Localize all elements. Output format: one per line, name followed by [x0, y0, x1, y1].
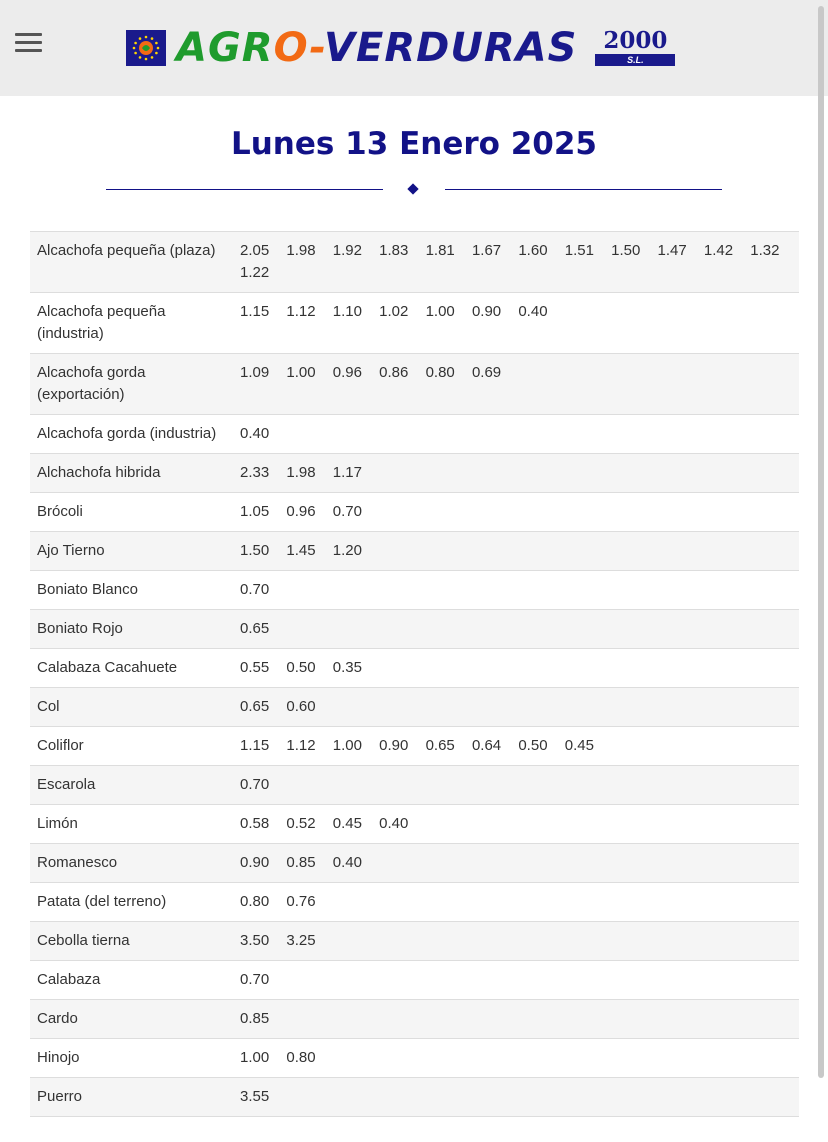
product-prices: [225, 454, 799, 493]
price-value: 0.70: [240, 971, 270, 988]
logo-company-suffix: S.L.: [595, 54, 675, 66]
price-table: [30, 231, 799, 1117]
product-name: Hinojo: [30, 1039, 225, 1078]
product-name: Brócoli: [30, 493, 225, 532]
logo-year-block: [595, 27, 675, 66]
price-value: 1.47: [657, 242, 687, 259]
price-value: 1.00: [425, 303, 455, 320]
table-row: [30, 922, 799, 961]
product-name: Boniato Rojo: [30, 610, 225, 649]
price-value: 0.60: [286, 698, 316, 715]
product-name: Alcachofa gorda (exportación): [30, 354, 225, 415]
price-value: 1.50: [611, 242, 641, 259]
table-row: [30, 354, 799, 415]
product-name: Puerro: [30, 1078, 225, 1117]
table-row: [30, 493, 799, 532]
price-value: 0.45: [332, 815, 362, 832]
price-value: 0.96: [332, 364, 362, 381]
price-value: 1.60: [518, 242, 548, 259]
product-name: Col: [30, 688, 225, 727]
price-value: 0.80: [425, 364, 455, 381]
price-value: 0.40: [240, 425, 270, 442]
product-prices: [225, 415, 799, 454]
table-row: [30, 1039, 799, 1078]
price-value: 1.00: [332, 737, 362, 754]
page-title: Lunes 13 Enero 2025: [230, 126, 598, 162]
product-prices: [225, 293, 799, 354]
price-value: 0.70: [240, 776, 270, 793]
price-value: 2.33: [240, 464, 270, 481]
price-value: 0.76: [286, 893, 316, 910]
product-prices: [225, 766, 799, 805]
product-prices: [225, 727, 799, 766]
price-value: 1.00: [240, 1049, 270, 1066]
price-value: 1.09: [240, 364, 270, 381]
price-value: 3.25: [286, 932, 316, 949]
price-value: 1.17: [332, 464, 362, 481]
price-value: 0.90: [471, 303, 502, 320]
price-value: 1.51: [564, 242, 594, 259]
price-value: 0.85: [240, 1010, 270, 1027]
product-prices: [225, 1000, 799, 1039]
price-value: 0.50: [286, 659, 316, 676]
price-value: 0.85: [286, 854, 316, 871]
price-value: 0.80: [286, 1049, 316, 1066]
table-row: [30, 649, 799, 688]
price-value: 1.81: [425, 242, 455, 259]
price-value: 0.65: [240, 620, 270, 637]
price-value: 1.83: [379, 242, 409, 259]
product-name: Limón: [30, 805, 225, 844]
product-name: Alcachofa pequeña (plaza): [30, 232, 225, 293]
table-row: [30, 727, 799, 766]
logo-year: 2000: [603, 27, 668, 54]
price-value: 1.15: [240, 303, 270, 320]
table-row: [30, 805, 799, 844]
price-value: 0.90: [379, 737, 409, 754]
table-row: [30, 844, 799, 883]
price-value: 1.67: [471, 242, 502, 259]
table-row: [30, 232, 799, 293]
price-value: 0.52: [286, 815, 316, 832]
price-value: 0.86: [379, 364, 409, 381]
product-name: Coliflor: [30, 727, 225, 766]
price-value: 0.40: [379, 815, 409, 832]
hamburger-menu-icon[interactable]: [15, 33, 42, 53]
price-value: 1.22: [240, 264, 270, 281]
price-value: 1.12: [286, 303, 316, 320]
table-row: [30, 883, 799, 922]
price-value: 1.15: [240, 737, 270, 754]
product-name: Alchachofa hibrida: [30, 454, 225, 493]
price-value: 0.35: [332, 659, 362, 676]
product-prices: [225, 805, 799, 844]
product-name: Ajo Tierno: [30, 532, 225, 571]
price-value: 0.70: [332, 503, 362, 520]
title-divider-right: [445, 189, 722, 190]
product-prices: [225, 844, 799, 883]
table-row: [30, 1000, 799, 1039]
price-value: 1.98: [286, 464, 316, 481]
product-name: Patata (del terreno): [30, 883, 225, 922]
table-row: [30, 766, 799, 805]
logo-part-o: O: [273, 25, 310, 71]
table-row: [30, 961, 799, 1000]
product-prices: [225, 883, 799, 922]
price-value: 1.45: [286, 542, 316, 559]
price-value: 1.10: [332, 303, 362, 320]
product-prices: [225, 688, 799, 727]
product-name: Cebolla tierna: [30, 922, 225, 961]
price-value: 3.55: [240, 1088, 270, 1105]
product-prices: [225, 232, 799, 293]
logo-part-dash: -: [309, 25, 325, 71]
table-row: [30, 610, 799, 649]
table-row: [30, 688, 799, 727]
site-logo[interactable]: [126, 25, 675, 71]
product-name: Boniato Blanco: [30, 571, 225, 610]
product-name: Cardo: [30, 1000, 225, 1039]
price-value: 0.65: [425, 737, 455, 754]
price-value: 0.50: [518, 737, 548, 754]
product-name: Alcachofa gorda (industria): [30, 415, 225, 454]
price-value: 1.02: [379, 303, 409, 320]
table-row: [30, 415, 799, 454]
price-value: 1.92: [332, 242, 362, 259]
site-header: [0, 0, 828, 96]
product-prices: [225, 532, 799, 571]
product-prices: [225, 493, 799, 532]
product-name: Calabaza: [30, 961, 225, 1000]
table-row: [30, 293, 799, 354]
product-prices: [225, 961, 799, 1000]
table-row: [30, 571, 799, 610]
price-value: 0.80: [240, 893, 270, 910]
product-prices: [225, 922, 799, 961]
price-value: 0.58: [240, 815, 270, 832]
price-value: 0.90: [240, 854, 270, 871]
logo-wordmark: [176, 25, 578, 71]
price-value: 1.50: [240, 542, 270, 559]
price-value: 0.65: [240, 698, 270, 715]
product-prices: [225, 571, 799, 610]
price-value: 1.98: [286, 242, 316, 259]
price-value: 0.55: [240, 659, 270, 676]
price-value: 1.00: [286, 364, 316, 381]
product-name: Romanesco: [30, 844, 225, 883]
title-divider-left: [106, 189, 383, 190]
price-value: 1.42: [703, 242, 734, 259]
table-row: [30, 532, 799, 571]
product-prices: [225, 354, 799, 415]
product-prices: [225, 1039, 799, 1078]
price-value: 3.50: [240, 932, 270, 949]
price-value: 1.20: [332, 542, 362, 559]
price-value: 1.05: [240, 503, 270, 520]
logo-part-agr: AGR: [176, 25, 274, 71]
price-table-body: [30, 232, 799, 1117]
product-name: Calabaza Cacahuete: [30, 649, 225, 688]
product-prices: [225, 1078, 799, 1117]
price-value: 0.96: [286, 503, 316, 520]
product-name: Alcachofa pequeña (industria): [30, 293, 225, 354]
price-value: 0.69: [471, 364, 502, 381]
logo-part-verduras: VERDURAS: [324, 25, 578, 71]
product-prices: [225, 610, 799, 649]
table-row: [30, 1078, 799, 1117]
table-row: [30, 454, 799, 493]
price-value: 0.70: [240, 581, 270, 598]
price-value: 0.40: [518, 303, 548, 320]
page-scrollbar[interactable]: [818, 6, 824, 1078]
price-value: 0.45: [564, 737, 594, 754]
product-prices: [225, 649, 799, 688]
diamond-divider-icon: [407, 183, 418, 194]
price-value: 0.64: [471, 737, 502, 754]
price-value: 0.40: [332, 854, 362, 871]
product-name: Escarola: [30, 766, 225, 805]
price-value: 1.12: [286, 737, 316, 754]
price-value: 1.32: [750, 242, 780, 259]
price-value: 2.05: [240, 242, 270, 259]
eu-flag-icon: [126, 30, 166, 66]
